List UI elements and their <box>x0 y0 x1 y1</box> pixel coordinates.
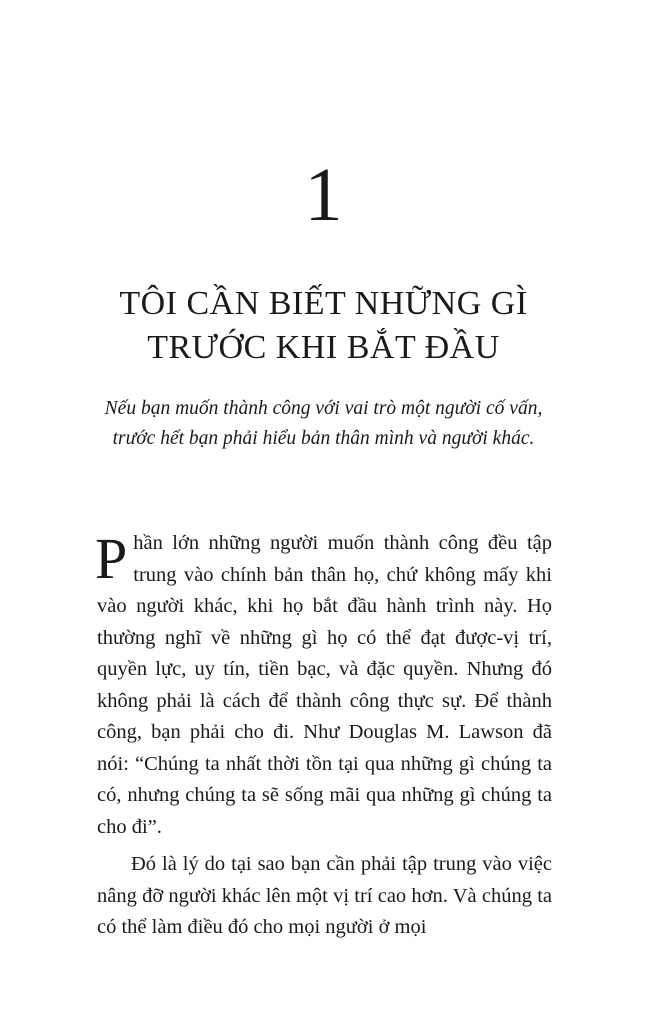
paragraph-1-text: hần lớn những người muốn thành công đều tập trung vào chính bản thân họ, chứ không mấy khi vào người khác, khi họ bắt đầu hành trình này. Họ thường nghĩ về những gì họ có thể đạt được-vị trí, quyền lực, uy tín, tiền bạc, và đặc quyền. Nhưng đó không phải là cách để thành công thực sự. Để thành công, bạn phải cho đi. Như Douglas M. Lawson đã nói: “Chúng ta nhất thời tồn tại qua những gì chúng ta có, nhưng chúng ta sẽ sống mãi qua những gì chúng ta cho đi”. <box>97 532 552 838</box>
epigraph <box>0 394 647 454</box>
chapter-number: 1 <box>304 153 343 237</box>
chapter-title-line-2: TRƯỚC KHI BẮT ĐẦU <box>147 329 500 366</box>
chapter-title <box>0 282 647 370</box>
body-text <box>97 528 552 944</box>
paragraph-1 <box>97 528 552 843</box>
drop-cap: P <box>95 526 128 591</box>
paragraph-2: Đó là lý do tại sao bạn cần phải tập trung vào việc nâng đỡ người khác lên một vị trí cao hơn. Và chúng ta có thể làm điều đó cho mọi người ở mọi <box>97 853 552 938</box>
epigraph-line-1: Nếu bạn muốn thành công với vai trò một người cố vấn, <box>104 398 543 419</box>
epigraph-line-2: trước hết bạn phải hiểu bản thân mình và người khác. <box>112 428 535 449</box>
chapter-title-line-1: TÔI CẦN BIẾT NHỮNG GÌ <box>119 285 528 322</box>
